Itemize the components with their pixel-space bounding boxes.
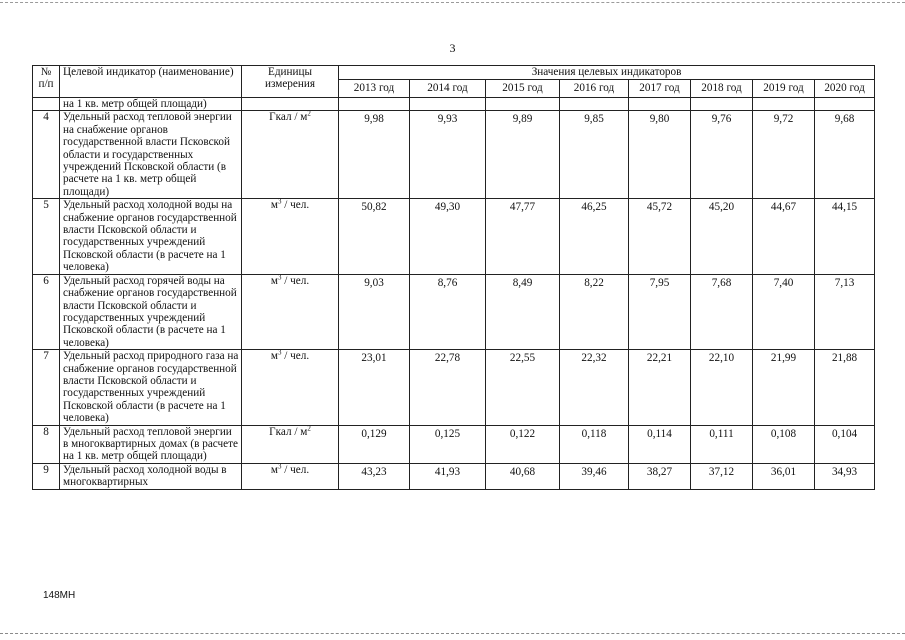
continuation-empty-cell: [339, 98, 410, 111]
value-cell: 7,40: [753, 274, 815, 349]
value-cell: 0,111: [691, 425, 753, 463]
continuation-empty-cell: [486, 98, 560, 111]
value-cell: 21,88: [815, 350, 875, 425]
value-cell: 7,68: [691, 274, 753, 349]
row-number: 8: [33, 425, 60, 463]
unit-cell: [242, 463, 339, 489]
bottom-scan-border: [0, 633, 905, 634]
indicator-name: Удельный расход холодной воды на снабжение органов государственной власти Псковской области и государственных учреждений Псковской области (в расчете на 1 человека): [60, 199, 242, 274]
header-num-line2: п/п: [38, 78, 54, 91]
value-cell: 39,46: [560, 463, 629, 489]
value-cell: 9,80: [629, 111, 691, 199]
header-values-group: Значения целевых индикаторов: [339, 66, 875, 80]
document-code: 148МН: [43, 590, 76, 601]
continuation-empty-cell: [691, 98, 753, 111]
value-cell: 9,76: [691, 111, 753, 199]
value-cell: 22,21: [629, 350, 691, 425]
value-cell: 46,25: [560, 199, 629, 274]
continuation-empty-cell: [410, 98, 486, 111]
unit-label: $м^3$ / чел.: [270, 274, 310, 287]
row-number: 4: [33, 111, 60, 199]
top-scan-border: [0, 2, 905, 3]
header-year: 2015 год: [486, 80, 560, 98]
value-cell: 21,99: [753, 350, 815, 425]
unit-label: Гкал / $м^2$: [269, 425, 311, 438]
value-cell: 9,93: [410, 111, 486, 199]
value-cell: 50,82: [339, 199, 410, 274]
value-cell: 0,129: [339, 425, 410, 463]
header-year: 2018 год: [691, 80, 753, 98]
page-number: 3: [449, 41, 456, 55]
header-num-line1: №: [40, 66, 52, 78]
unit-cell: [242, 350, 339, 425]
unit-label: $м^3$ / чел.: [270, 349, 310, 363]
table-row: [33, 274, 875, 349]
continuation-empty-cell: [815, 98, 875, 111]
value-cell: 9,89: [486, 111, 560, 199]
value-cell: 0,118: [560, 425, 629, 463]
value-cell: 9,85: [560, 111, 629, 199]
unit-exponent: 2: [307, 425, 311, 432]
header-year: 2014 год: [410, 80, 486, 98]
value-cell: 22,10: [691, 350, 753, 425]
header-indicator: Целевой индикатор (наименование): [60, 66, 242, 98]
table-row: [33, 463, 875, 489]
value-cell: 7,95: [629, 274, 691, 349]
value-cell: 22,55: [486, 350, 560, 425]
value-cell: 9,98: [339, 111, 410, 199]
value-cell: 9,68: [815, 111, 875, 199]
continuation-row: [33, 98, 875, 111]
value-cell: 40,68: [486, 463, 560, 489]
value-cell: 0,122: [486, 425, 560, 463]
value-cell: 47,77: [486, 199, 560, 274]
value-cell: 8,49: [486, 274, 560, 349]
continuation-empty-cell: [629, 98, 691, 111]
indicator-name: Удельный расход природного газа на снабжение органов государственной власти Псковской области и государственных учреждений Псковской области (в расчете на 1 человека): [60, 350, 242, 425]
value-cell: 44,15: [815, 199, 875, 274]
value-cell: 22,32: [560, 350, 629, 425]
continuation-empty-cell: [753, 98, 815, 111]
value-cell: 0,125: [410, 425, 486, 463]
value-cell: 41,93: [410, 463, 486, 489]
header-unit: Единицы измерения: [242, 66, 339, 98]
header-year: 2017 год: [629, 80, 691, 98]
continuation-text: на 1 кв. метр общей площади): [60, 98, 242, 111]
value-cell: 22,78: [410, 350, 486, 425]
value-cell: 36,01: [753, 463, 815, 489]
continuation-unit-cell: [242, 98, 339, 111]
unit-exponent: 3: [277, 463, 282, 471]
value-cell: 0,108: [753, 425, 815, 463]
value-cell: 45,72: [629, 199, 691, 274]
unit-cell: [242, 111, 339, 199]
header-year: 2019 год: [753, 80, 815, 98]
value-cell: 38,27: [629, 463, 691, 489]
value-cell: 8,22: [560, 274, 629, 349]
unit-exponent: 3: [277, 274, 282, 281]
unit-cell: [242, 199, 339, 274]
value-cell: 0,114: [629, 425, 691, 463]
indicator-name: Удельный расход холодной воды в многоквартирных: [60, 463, 242, 489]
value-cell: 45,20: [691, 199, 753, 274]
row-number: 5: [33, 199, 60, 274]
indicator-name: Удельный расход тепловой энергии в многоквартирных домах (в расчете на 1 кв. метр общей площади): [60, 425, 242, 463]
value-cell: 44,67: [753, 199, 815, 274]
value-cell: 49,30: [410, 199, 486, 274]
value-cell: 9,03: [339, 274, 410, 349]
header-year: 2020 год: [815, 80, 875, 98]
header-year: 2016 год: [560, 80, 629, 98]
unit-exponent: 3: [277, 198, 282, 206]
table-row: [33, 199, 875, 274]
row-number: 6: [33, 274, 60, 349]
table-row: [33, 111, 875, 199]
unit-cell: [242, 274, 339, 349]
indicator-name: Удельный расход тепловой энергии на снабжение органов государственной власти Псковской области и государственных учреждений Псковской области (в расчете на 1 кв. метр общей площади): [60, 111, 242, 199]
header-row-group: [33, 66, 875, 80]
header-year: 2013 год: [339, 80, 410, 98]
value-cell: 43,23: [339, 463, 410, 489]
unit-label: $м^3$ / чел.: [270, 463, 310, 476]
unit-exponent: 3: [277, 349, 282, 357]
value-cell: 23,01: [339, 350, 410, 425]
unit-exponent: 2: [307, 110, 311, 118]
continuation-empty-cell: [560, 98, 629, 111]
indicator-name: Удельный расход горячей воды на снабжение органов государственной власти Псковской области и государственных учреждений Псковской области (в расчете на 1 человека): [60, 274, 242, 349]
value-cell: 34,93: [815, 463, 875, 489]
value-cell: 9,72: [753, 111, 815, 199]
unit-label: Гкал / $м^2$: [269, 110, 311, 124]
unit-label: $м^3$ / чел.: [270, 198, 310, 212]
row-number: 7: [33, 350, 60, 425]
unit-cell: [242, 425, 339, 463]
header-num: [33, 66, 60, 98]
value-cell: 0,104: [815, 425, 875, 463]
row-number: 9: [33, 463, 60, 489]
table-row: [33, 425, 875, 463]
continuation-num-cell: [33, 98, 60, 111]
target-indicators-table: [32, 65, 875, 490]
table-row: [33, 350, 875, 425]
value-cell: 37,12: [691, 463, 753, 489]
value-cell: 7,13: [815, 274, 875, 349]
value-cell: 8,76: [410, 274, 486, 349]
